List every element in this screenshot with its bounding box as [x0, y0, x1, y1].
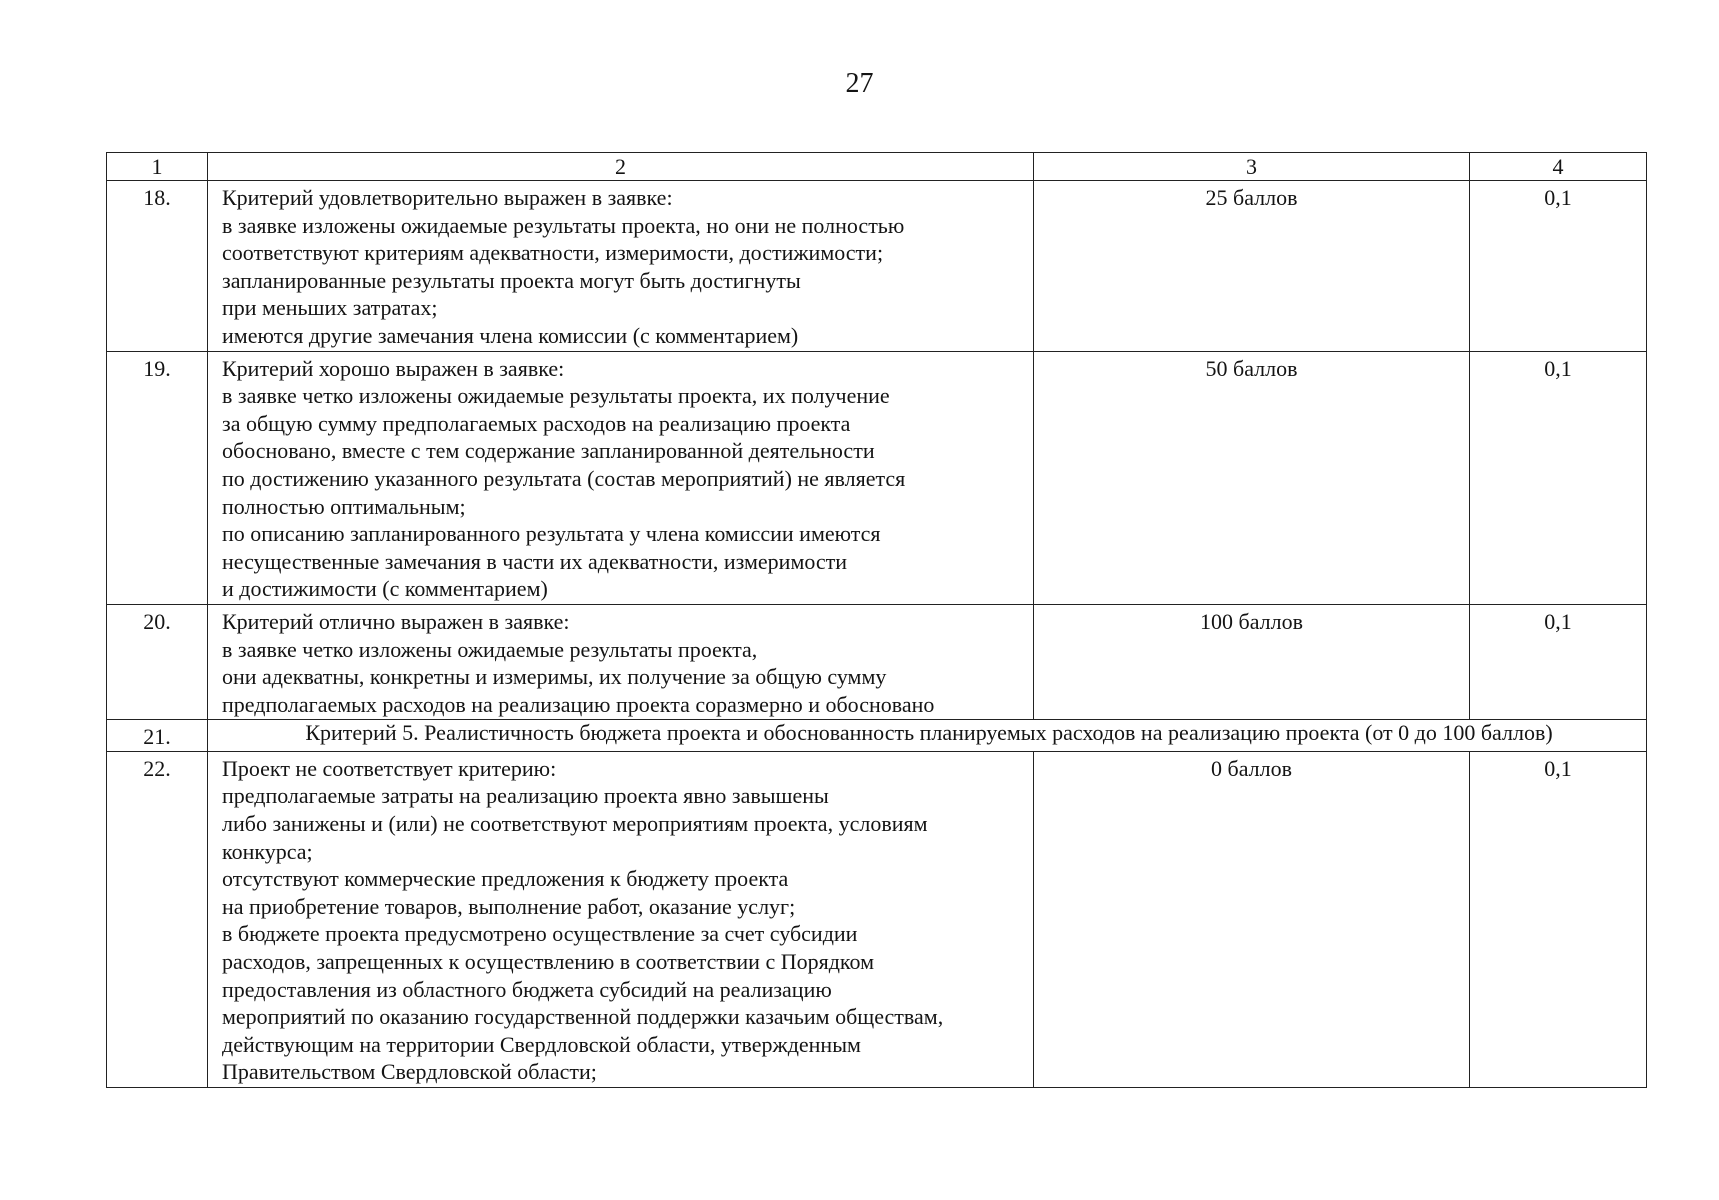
section-title: Критерий 5. Реалистичность бюджета проекта и обоснованность планируемых расходов на реализацию проекта (от 0 до 100 баллов): [208, 720, 1647, 752]
description-line: Критерий отлично выражен в заявке:: [222, 608, 570, 634]
description-line: отсутствуют коммерческие предложения к бюджету проекта: [222, 866, 789, 892]
description-line: и достижимости (с комментарием): [222, 576, 548, 602]
description-line: в заявке четко изложены ожидаемые результаты проекта,: [222, 636, 758, 662]
table-row: [107, 751, 1647, 1087]
row-number: 21.: [107, 720, 208, 752]
table-row: [107, 604, 1647, 719]
table-row: [107, 181, 1647, 352]
description-line: по описанию запланированного результата у члена комиссии имеются: [222, 521, 881, 547]
criterion-description: [208, 604, 1034, 719]
row-number: 19.: [107, 351, 208, 604]
criterion-description: [208, 351, 1034, 604]
description-line: в бюджете проекта предусмотрено осуществление за счет субсидии: [222, 921, 858, 947]
description-line: за общую сумму предполагаемых расходов на реализацию проекта: [222, 410, 851, 436]
weight-cell: 0,1: [1470, 351, 1647, 604]
description-line: по достижению указанного результата (состав мероприятий) не является: [222, 465, 906, 491]
description-line: Критерий удовлетворительно выражен в заявке:: [222, 185, 673, 210]
score-cell: 100 баллов: [1034, 604, 1470, 719]
page-number: 27: [845, 68, 874, 99]
weight-cell: 0,1: [1470, 604, 1647, 719]
description-line: действующим на территории Свердловской области, утвержденным: [222, 1031, 861, 1057]
table-row: [107, 351, 1647, 604]
description-line: полностью оптимальным;: [222, 493, 466, 519]
section-row: [107, 720, 1647, 752]
header-cell-2: 2: [208, 153, 1034, 181]
description-line: предполагаемые затраты на реализацию проекта явно завышены: [222, 783, 829, 809]
description-line: предполагаемых расходов на реализацию проекта соразмерно и обосновано: [222, 691, 935, 717]
header-cell-1: 1: [107, 153, 208, 181]
table-header-row: [107, 153, 1647, 181]
description-line: они адекватны, конкретны и измеримы, их получение за общую сумму: [222, 664, 887, 690]
description-line: несущественные замечания в части их адекватности, измеримости: [222, 548, 848, 574]
description-line: либо занижены и (или) не соответствуют мероприятиям проекта, условиям: [222, 811, 928, 837]
description-line: на приобретение товаров, выполнение работ, оказание услуг;: [222, 893, 796, 919]
description-line: имеются другие замечания члена комиссии (с комментарием): [222, 322, 799, 348]
description-line: в заявке изложены ожидаемые результаты проекта, но они не полностью: [222, 212, 905, 238]
description-line: Правительством Свердловской области;: [222, 1059, 597, 1085]
row-number: 18.: [107, 181, 208, 352]
description-line: соответствуют критериям адекватности, измеримости, достижимости;: [222, 240, 884, 266]
header-cell-4: 4: [1470, 153, 1647, 181]
description-line: в заявке четко изложены ожидаемые результаты проекта, их получение: [222, 383, 890, 409]
row-number: 22.: [107, 751, 208, 1087]
score-cell: 25 баллов: [1034, 181, 1470, 352]
criterion-description: [208, 751, 1034, 1087]
score-cell: 0 баллов: [1034, 751, 1470, 1087]
score-cell: 50 баллов: [1034, 351, 1470, 604]
description-line: расходов, запрещенных к осуществлению в соответствии с Порядком: [222, 949, 874, 975]
description-line: Проект не соответствует критерию:: [222, 755, 557, 781]
row-number: 20.: [107, 604, 208, 719]
description-line: Критерий хорошо выражен в заявке:: [222, 355, 565, 381]
criteria-table: [106, 152, 1647, 1088]
description-line: запланированные результаты проекта могут быть достигнуты: [222, 267, 801, 293]
description-line: предоставления из областного бюджета субсидий на реализацию: [222, 976, 832, 1002]
description-line: мероприятий по оказанию государственной поддержки казачьим обществам,: [222, 1004, 944, 1030]
weight-cell: 0,1: [1470, 181, 1647, 352]
weight-cell: 0,1: [1470, 751, 1647, 1087]
description-line: при меньших затратах;: [222, 295, 438, 321]
criterion-description: [208, 181, 1034, 352]
description-line: конкурса;: [222, 838, 313, 864]
description-line: обосновано, вместе с тем содержание запланированной деятельности: [222, 438, 875, 464]
header-cell-3: 3: [1034, 153, 1470, 181]
